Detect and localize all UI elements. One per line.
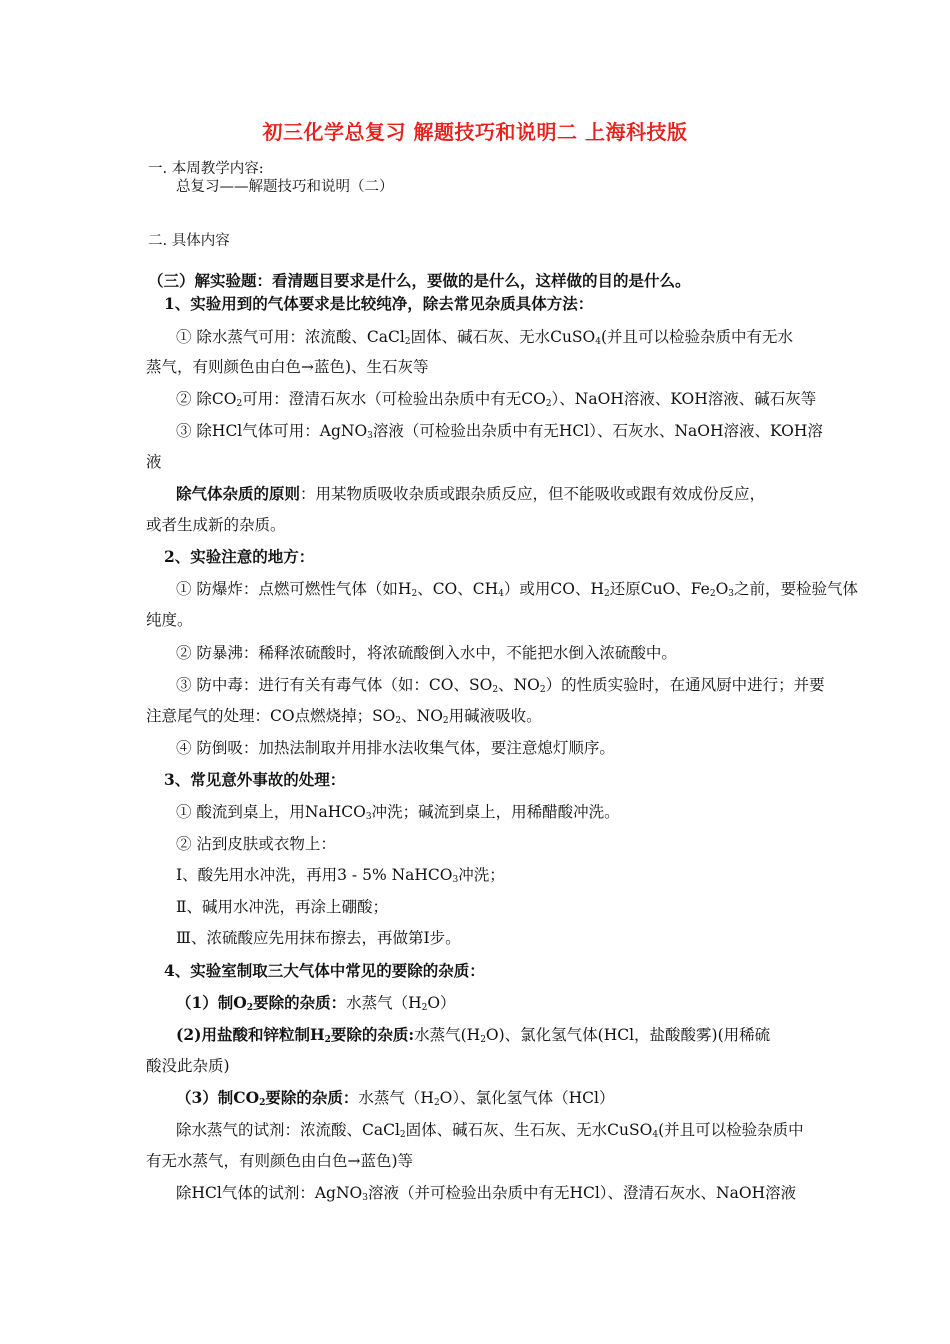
part1-item1-line2: 蒸气，有则颜色由白色→蓝色)、生石灰等 [146,358,429,376]
part1-heading: 1、实验用到的气体要求是比较纯净，除去常见杂质具体方法： [164,294,594,313]
section-one-heading: 一. 本周教学内容: [148,161,264,177]
part1-item3-line1: ③ 除HCl气体可用：AgNO$_3$溶液（可检验出杂质中有无HCl）、石灰水、NaOH溶液、KOH溶 [176,422,823,441]
part2-item2: ② 防暴沸：稀释浓硫酸时，将浓硫酸倒入水中，不能把水倒入浓硫酸中。 [176,644,677,662]
part1-principle-line2: 或者生成新的杂质。 [146,516,286,534]
part1-item2: ② 除$CO_2$可用：澄清石灰水（可检验出杂质中有无$CO_2$）、NaOH溶液、KOH溶液、碱石灰等 [176,390,817,409]
part2-heading: 2、实验注意的地方： [164,547,315,566]
part3-heading: 3、常见意外事故的处理： [164,770,346,789]
part4-sub2-line2: 酸没此杂质) [146,1057,230,1075]
part2-item1-line2: 纯度。 [146,611,193,629]
section-two-heading: 二. 具体内容 [148,233,230,249]
part4-water-reagents-line1: 除水蒸气的试剂：浓流酸、CaCl$_2$固体、碱石灰、生石灰、无水CuSO$_4$(并且可以检验杂质中 [176,1121,804,1140]
document-title: 初三化学总复习 解题技巧和说明二 上海科技版 [262,120,688,144]
section-one-content: 总复习——解题技巧和说明（二） [176,179,394,195]
part1-item1-line1: ① 除水蒸气可用：浓流酸、CaCl$_2$固体、碱石灰、无水CuSO$_4$(并且可以检验杂质中有无水 [176,328,794,347]
part4-hcl-reagents: 除HCl气体的试剂：AgNO$_3$溶液（并可检验出杂质中有无HCl）、澄清石灰水、NaOH溶液 [176,1184,797,1203]
part3-roman1: Ⅰ、酸先用水冲洗，再用3 - 5% NaHCO$_3$冲洗； [176,866,505,885]
part2-item1-line1: ① 防爆炸：点燃可燃性气体（如$H_2$、CO、$CH_4$）或用CO、$H_2$还原CuO、$Fe_2O_3$之前，要检验气体 [176,580,859,599]
section-three-heading: （三）解实验题：看清题目要求是什么，要做的是什么，这样做的目的是什么。 [148,271,691,290]
part4-heading: 4、实验室制取三大气体中常见的要除的杂质： [164,961,485,980]
part2-item3-line2: 注意尾气的处理：CO点燃烧掉；$SO_2$、$NO_2$用碱液吸收。 [146,707,542,726]
part4-water-reagents-line2: 有无水蒸气，有则颜色由白色→蓝色)等 [146,1152,414,1170]
part4-sub2-line1: (2)用盐酸和锌粒制$H_2$要除的杂质:水蒸气$(H_2O)$、氯化氢气体(HCl，盐酸酸雾)(用稀硫 [176,1025,771,1045]
part1-principle-line1: 除气体杂质的原则：用某物质吸收杂质或跟杂质反应，但不能吸收或跟有效成份反应， [176,484,766,503]
part3-item2: ② 沾到皮肤或衣物上： [176,835,336,853]
part1-item3-line2: 液 [146,453,162,471]
part4-sub1: （1）制$O_2$要除的杂质：水蒸气$(H_2O)$ [176,993,456,1013]
part3-roman2: Ⅱ、碱用水冲洗，再涂上硼酸； [176,898,389,916]
part3-roman3: Ⅲ、浓硫酸应先用抹布擦去，再做第Ⅰ步。 [176,929,461,947]
part4-sub3: （3）制$CO_2$要除的杂质：水蒸气$(H_2O)$、氯化氢气体（HCl） [176,1088,615,1108]
part2-item4: ④ 防倒吸：加热法制取并用排水法收集气体，要注意熄灯顺序。 [176,739,615,757]
part3-item1: ① 酸流到桌上，用NaHCO$_3$冲洗；碱流到桌上，用稀醋酸冲洗。 [176,803,620,822]
part2-item3-line1: ③ 防中毒：进行有关有毒气体（如：CO、$SO_2$、$NO_2$）的性质实验时，在通风厨中进行；并要 [176,676,825,695]
